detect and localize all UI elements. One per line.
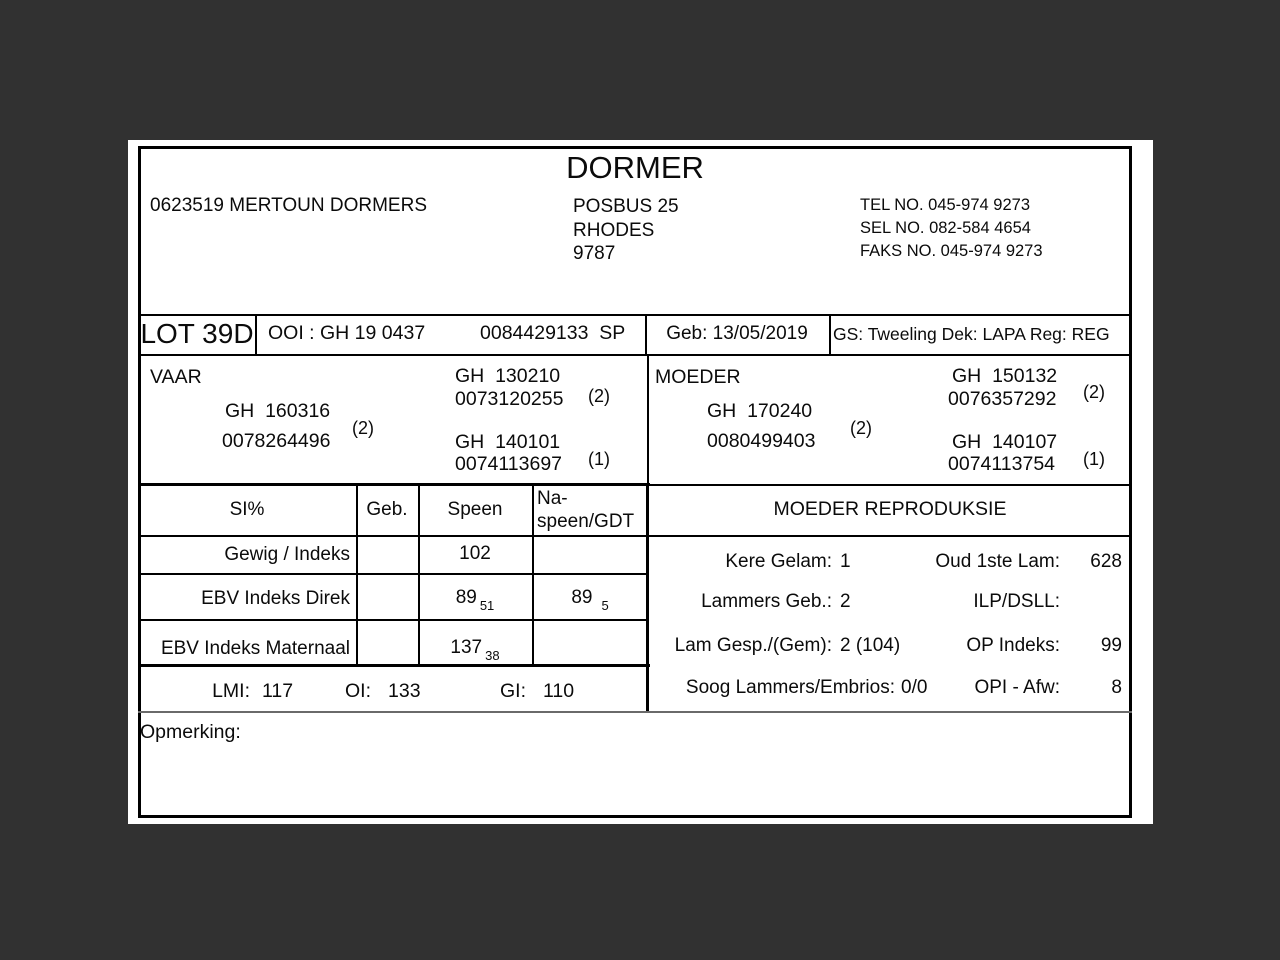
moeder-sire-id: GH 150132	[952, 365, 1058, 387]
vaar-animal-id: GH 160316	[225, 400, 331, 422]
moeder-animal-id: GH 170240	[707, 400, 813, 422]
breeder-number-name: 0623519 MERTOUN DORMERS	[150, 195, 428, 216]
moeder-sire-note: (2)	[1083, 382, 1105, 402]
repro-label: Soog Lammers/Embrios:	[685, 677, 895, 698]
gi-label: GI:	[500, 680, 527, 702]
vaar-animal-reg: 0078264496	[222, 430, 331, 452]
repro-label: Oud 1ste Lam:	[935, 551, 1060, 572]
birth-date: Geb: 13/05/2019	[666, 323, 808, 345]
si-header-naspeen	[537, 487, 634, 533]
si-row2-line	[138, 619, 648, 621]
vaar-dam-note: (1)	[588, 449, 610, 469]
repro-label: OP Indeks:	[966, 635, 1060, 656]
vaar-sire-id: GH 130210	[455, 365, 561, 387]
divider-remark-top	[138, 711, 1132, 713]
si-row-speen-value	[418, 635, 532, 661]
moeder-animal-note: (2)	[850, 418, 872, 438]
si-row-speen-value	[418, 585, 532, 611]
value: 89	[455, 587, 477, 609]
repro-value: 2 (104)	[840, 635, 901, 656]
tel-number: TEL NO. 045-974 9273	[860, 196, 1030, 214]
si-row-label: Gewig / Indeks	[224, 544, 350, 565]
repro-label: Lam Gesp./(Gem):	[674, 635, 832, 656]
repro-value: 8	[1111, 677, 1122, 698]
repro-label: Lammers Geb.:	[701, 591, 832, 612]
gi-value: 110	[543, 680, 575, 702]
repro-label: Kere Gelam:	[725, 551, 832, 572]
value: 89	[571, 587, 593, 609]
value-accuracy-sub: 51	[479, 597, 495, 613]
repro-value: 628	[1090, 551, 1122, 572]
lmi-value: 117	[262, 680, 294, 702]
si-row-speen-value: 102	[459, 543, 491, 565]
vaar-label: VAAR	[150, 366, 202, 388]
oi-value: 133	[388, 680, 421, 702]
moeder-dam-id: GH 140107	[952, 431, 1058, 453]
si-row1-line	[138, 573, 648, 575]
si-header-naspeen-line1: Na-	[537, 488, 568, 509]
si-header-speen: Speen	[447, 499, 503, 521]
repro-label: ILP/DSLL:	[973, 591, 1060, 612]
vaar-sire-note: (2)	[588, 386, 610, 406]
oi-label: OI:	[345, 680, 372, 702]
si-header-naspeen-line2: speen/GDT	[537, 511, 635, 532]
ooi-registration: 0084429133 SP	[480, 322, 626, 344]
vaar-dam-id: GH 140101	[455, 431, 561, 453]
repro-title: MOEDER REPRODUKSIE	[773, 497, 1007, 520]
address-line-2: RHODES	[573, 219, 655, 241]
si-row-naspeen-value	[532, 585, 648, 611]
remark-label: Opmerking:	[140, 721, 241, 743]
si-table-bottom-border	[138, 664, 650, 667]
vaar-animal-note: (2)	[352, 418, 374, 438]
address-line-3: 9787	[573, 243, 616, 264]
si-header-geb: Geb.	[366, 499, 408, 521]
vaar-dam-reg: 0074113697	[455, 453, 563, 475]
address-line-1: POSBUS 25	[573, 196, 679, 217]
moeder-sire-reg: 0076357292	[948, 388, 1057, 410]
value: 137	[450, 637, 483, 659]
moeder-dam-note: (1)	[1083, 449, 1105, 469]
ooi-id: OOI : GH 19 0437	[268, 322, 426, 344]
repro-label: OPI - Afw:	[974, 677, 1060, 698]
cell-number: SEL NO. 082-584 4654	[860, 219, 1031, 237]
si-header-underline	[138, 535, 648, 537]
breeder-address	[573, 195, 679, 266]
lot-number: LOT 39D	[140, 317, 254, 349]
repro-value: 1	[840, 551, 851, 572]
divider-lot-ooi	[255, 314, 257, 356]
si-col3-line	[532, 483, 534, 667]
moeder-label: MOEDER	[655, 366, 741, 388]
fax-number: FAKS NO. 045-974 9273	[860, 242, 1043, 260]
divider-lot-row-bottom	[138, 354, 1132, 356]
divider-vaar-moeder	[647, 354, 649, 485]
moeder-dam-reg: 0074113754	[948, 453, 1056, 475]
repro-title-underline	[649, 535, 1132, 537]
si-row-label: EBV Indeks Direk	[201, 588, 350, 609]
si-header-si: SI%	[229, 499, 265, 521]
lmi-label: LMI:	[212, 680, 250, 702]
repro-value: 99	[1100, 635, 1122, 656]
si-row-label: EBV Indeks Maternaal	[160, 638, 350, 659]
page-title: DORMER	[566, 150, 704, 186]
gs-dek-reg-info: GS: Tweeling Dek: LAPA Reg: REG	[833, 323, 1110, 344]
repro-value: 0/0	[901, 677, 928, 698]
repro-top-border	[648, 484, 1132, 486]
value-accuracy-sub: 5	[601, 597, 609, 613]
moeder-animal-reg: 0080499403	[707, 430, 816, 452]
breeder-contacts	[860, 194, 1043, 263]
vaar-sire-reg: 0073120255	[455, 388, 564, 410]
repro-value: 2	[840, 591, 851, 612]
divider-geb-gs	[829, 314, 831, 356]
value-accuracy-sub: 38	[485, 647, 500, 663]
